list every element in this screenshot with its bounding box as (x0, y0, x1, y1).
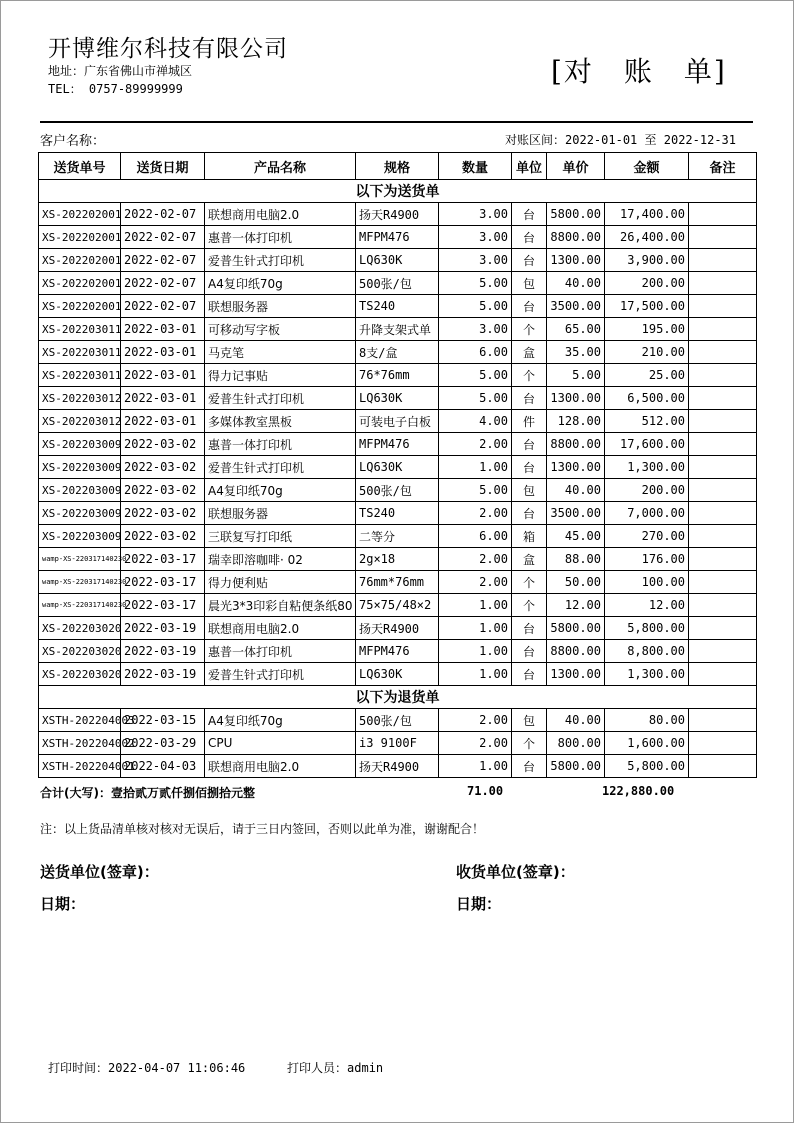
row-spec: 扬天R4900 (356, 203, 439, 226)
row-price: 5.00 (547, 364, 605, 387)
row-spec: i3 9100F (356, 732, 439, 755)
row-date: 2022-03-01 (121, 341, 205, 364)
row-date: 2022-03-19 (121, 663, 205, 686)
row-no: XS-202203009 (39, 479, 121, 502)
row-qty: 4.00 (439, 410, 512, 433)
row-no: XS-202203009 (39, 502, 121, 525)
row-remark (689, 387, 757, 410)
row-date: 2022-03-01 (121, 318, 205, 341)
row-remark (689, 755, 757, 778)
row-remark (689, 548, 757, 571)
row-amount: 17,600.00 (605, 433, 689, 456)
row-product: A4复印纸70g (205, 709, 356, 732)
row-unit: 盒 (512, 548, 547, 571)
row-qty: 3.00 (439, 203, 512, 226)
row-remark (689, 502, 757, 525)
row-product: 马克笔 (205, 341, 356, 364)
table-row (39, 433, 757, 456)
row-product: A4复印纸70g (205, 479, 356, 502)
row-date: 2022-02-07 (121, 249, 205, 272)
table-row (39, 755, 757, 778)
row-spec: LQ630K (356, 387, 439, 410)
row-qty: 6.00 (439, 525, 512, 548)
customer-name (40, 130, 105, 149)
col-header-spec: 规格 (356, 153, 439, 180)
row-date: 2022-02-07 (121, 295, 205, 318)
row-spec: 扬天R4900 (356, 755, 439, 778)
table-row (39, 548, 757, 571)
row-price: 1300.00 (547, 663, 605, 686)
row-spec: 76*76mm (356, 364, 439, 387)
row-date: 2022-02-07 (121, 226, 205, 249)
row-unit: 台 (512, 502, 547, 525)
row-qty: 5.00 (439, 479, 512, 502)
row-remark (689, 709, 757, 732)
row-spec: 76mm*76mm (356, 571, 439, 594)
row-date: 2022-03-01 (121, 387, 205, 410)
delivery-section-label: 以下为送货单 (39, 180, 757, 203)
col-header-product: 产品名称 (205, 153, 356, 180)
row-qty: 3.00 (439, 318, 512, 341)
row-no: XS-202203009 (39, 433, 121, 456)
row-remark (689, 617, 757, 640)
row-product: 惠普一体打印机 (205, 226, 356, 249)
table-row (39, 249, 757, 272)
row-no: XS-202203020 (39, 617, 121, 640)
table-row (39, 617, 757, 640)
row-qty: 1.00 (439, 594, 512, 617)
row-remark (689, 663, 757, 686)
row-unit: 个 (512, 594, 547, 617)
row-no: XS-202203020 (39, 640, 121, 663)
row-no: XS-202202001 (39, 249, 121, 272)
row-unit: 个 (512, 364, 547, 387)
table-row (39, 571, 757, 594)
row-amount: 3,900.00 (605, 249, 689, 272)
header-rule (40, 121, 753, 123)
row-price: 8800.00 (547, 433, 605, 456)
period-sep: 至 (644, 133, 657, 147)
row-amount: 26,400.00 (605, 226, 689, 249)
return-section-row (39, 686, 757, 709)
period-label: 对账区间： (505, 133, 566, 147)
row-unit: 箱 (512, 525, 547, 548)
row-price: 88.00 (547, 548, 605, 571)
col-header-price: 单价 (547, 153, 605, 180)
print-time-label: 打印时间： (48, 1061, 109, 1075)
row-product: 联想服务器 (205, 502, 356, 525)
row-date: 2022-03-01 (121, 364, 205, 387)
row-product: 可移动写字板 (205, 318, 356, 341)
row-price: 40.00 (547, 479, 605, 502)
row-price: 3500.00 (547, 502, 605, 525)
row-remark (689, 272, 757, 295)
row-remark (689, 410, 757, 433)
row-amount: 25.00 (605, 364, 689, 387)
row-amount: 5,800.00 (605, 617, 689, 640)
row-no: wamp-XS-220317140230 (39, 548, 121, 571)
row-amount: 6,500.00 (605, 387, 689, 410)
row-date: 2022-03-02 (121, 502, 205, 525)
company-address (48, 62, 192, 79)
row-amount: 1,600.00 (605, 732, 689, 755)
row-date: 2022-03-19 (121, 617, 205, 640)
row-price: 1300.00 (547, 249, 605, 272)
row-no: wamp-XS-220317140230 (39, 594, 121, 617)
row-date: 2022-03-29 (121, 732, 205, 755)
row-qty: 1.00 (439, 640, 512, 663)
row-amount: 200.00 (605, 479, 689, 502)
row-amount: 195.00 (605, 318, 689, 341)
row-spec: TS240 (356, 295, 439, 318)
row-amount: 176.00 (605, 548, 689, 571)
row-product: 爱普生针式打印机 (205, 249, 356, 272)
table-header-row (39, 153, 757, 180)
statement-table (38, 152, 757, 778)
row-qty: 2.00 (439, 433, 512, 456)
row-product: 瑞幸即溶咖啡· 02 (205, 548, 356, 571)
row-amount: 1,300.00 (605, 456, 689, 479)
row-unit: 包 (512, 709, 547, 732)
row-remark (689, 341, 757, 364)
row-product: CPU (205, 732, 356, 755)
row-unit: 台 (512, 249, 547, 272)
table-row (39, 272, 757, 295)
row-price: 8800.00 (547, 640, 605, 663)
row-unit: 件 (512, 410, 547, 433)
print-time-value: 2022-04-07 11:06:46 (108, 1061, 246, 1075)
table-row (39, 525, 757, 548)
row-product: A4复印纸70g (205, 272, 356, 295)
row-spec: TS240 (356, 502, 439, 525)
table-row (39, 341, 757, 364)
row-spec: 2g×18 (356, 548, 439, 571)
address-label: 地址： (48, 64, 85, 78)
row-unit: 台 (512, 203, 547, 226)
row-spec: 升降支架式单 (356, 318, 439, 341)
row-qty: 1.00 (439, 456, 512, 479)
row-price: 1300.00 (547, 387, 605, 410)
row-date: 2022-02-07 (121, 203, 205, 226)
col-header-qty: 数量 (439, 153, 512, 180)
row-remark (689, 433, 757, 456)
row-remark (689, 249, 757, 272)
row-qty: 5.00 (439, 364, 512, 387)
row-qty: 2.00 (439, 709, 512, 732)
receiver-date: 日期： (456, 895, 502, 913)
row-no: XS-202202001 (39, 272, 121, 295)
col-header-remark: 备注 (689, 153, 757, 180)
row-unit: 台 (512, 456, 547, 479)
row-product: 爱普生针式打印机 (205, 387, 356, 410)
row-unit: 台 (512, 387, 547, 410)
row-qty: 1.00 (439, 755, 512, 778)
table-row (39, 410, 757, 433)
row-amount: 80.00 (605, 709, 689, 732)
row-qty: 6.00 (439, 341, 512, 364)
row-no: XS-202203009 (39, 456, 121, 479)
col-header-unit: 单位 (512, 153, 547, 180)
row-remark (689, 525, 757, 548)
total-amount: 122,880.00 (602, 784, 675, 798)
row-no: XS-202202001 (39, 226, 121, 249)
row-no: XSTH-202204003 (39, 709, 121, 732)
row-amount: 17,500.00 (605, 295, 689, 318)
row-qty: 5.00 (439, 387, 512, 410)
row-product: 晨光3*3印彩自粘便条纸80 (205, 594, 356, 617)
row-price: 128.00 (547, 410, 605, 433)
col-header-date: 送货日期 (121, 153, 205, 180)
row-amount: 512.00 (605, 410, 689, 433)
row-spec: 75×75/48×2 (356, 594, 439, 617)
row-date: 2022-03-17 (121, 548, 205, 571)
row-unit: 台 (512, 663, 547, 686)
row-qty: 3.00 (439, 226, 512, 249)
table-row (39, 709, 757, 732)
row-date: 2022-03-02 (121, 456, 205, 479)
row-qty: 1.00 (439, 617, 512, 640)
row-spec: 500张/包 (356, 709, 439, 732)
print-time (48, 1059, 245, 1076)
row-spec: MFPM476 (356, 640, 439, 663)
row-remark (689, 364, 757, 387)
row-price: 40.00 (547, 272, 605, 295)
row-price: 8800.00 (547, 226, 605, 249)
row-product: 得力便利贴 (205, 571, 356, 594)
row-remark (689, 732, 757, 755)
row-unit: 台 (512, 755, 547, 778)
row-price: 35.00 (547, 341, 605, 364)
tel-label: TEL： (48, 82, 82, 96)
row-qty: 3.00 (439, 249, 512, 272)
customer-label: 客户名称： (40, 134, 106, 149)
row-price: 5800.00 (547, 203, 605, 226)
row-qty: 1.00 (439, 663, 512, 686)
row-date: 2022-04-03 (121, 755, 205, 778)
row-amount: 200.00 (605, 272, 689, 295)
row-product: 爱普生针式打印机 (205, 456, 356, 479)
period-start: 2022-01-01 (565, 133, 638, 147)
row-remark (689, 318, 757, 341)
table-row (39, 318, 757, 341)
row-qty: 2.00 (439, 732, 512, 755)
row-unit: 个 (512, 571, 547, 594)
tel-value: 0757-89999999 (88, 82, 183, 96)
sender-date: 日期： (40, 895, 86, 913)
table-row (39, 226, 757, 249)
row-amount: 12.00 (605, 594, 689, 617)
row-amount: 7,000.00 (605, 502, 689, 525)
row-price: 65.00 (547, 318, 605, 341)
row-amount: 210.00 (605, 341, 689, 364)
address-value: 广东省佛山市禅城区 (84, 64, 193, 78)
document-title: [对 账 单] (551, 55, 727, 88)
row-date: 2022-03-02 (121, 479, 205, 502)
table-row (39, 203, 757, 226)
row-remark (689, 640, 757, 663)
row-qty: 5.00 (439, 295, 512, 318)
row-product: 惠普一体打印机 (205, 640, 356, 663)
row-product: 三联复写打印纸 (205, 525, 356, 548)
table-row (39, 364, 757, 387)
row-amount: 270.00 (605, 525, 689, 548)
row-unit: 盒 (512, 341, 547, 364)
row-price: 3500.00 (547, 295, 605, 318)
row-remark (689, 571, 757, 594)
table-row (39, 594, 757, 617)
row-remark (689, 295, 757, 318)
row-remark (689, 203, 757, 226)
row-remark (689, 479, 757, 502)
footnote: 注：以上货品清单核对核对无误后，请于三日内签回，否则以此单为准，谢谢配合！ (40, 822, 485, 836)
row-unit: 个 (512, 318, 547, 341)
row-price: 800.00 (547, 732, 605, 755)
company-tel (48, 80, 183, 97)
row-qty: 5.00 (439, 272, 512, 295)
company-name: 开博维尔科技有限公司 (48, 36, 288, 62)
row-no: wamp-XS-220317140230 (39, 571, 121, 594)
row-remark (689, 456, 757, 479)
row-no: XS-202202001 (39, 295, 121, 318)
row-spec: 500张/包 (356, 479, 439, 502)
row-no: XS-202203011 (39, 318, 121, 341)
row-price: 45.00 (547, 525, 605, 548)
total-qty: 71.00 (467, 784, 504, 798)
row-amount: 100.00 (605, 571, 689, 594)
row-no: XSTH-202204001 (39, 755, 121, 778)
row-spec: 二等分 (356, 525, 439, 548)
receiver-signature: 收货单位(签章)： (456, 863, 575, 881)
row-unit: 台 (512, 295, 547, 318)
row-price: 12.00 (547, 594, 605, 617)
printer-label: 打印人员： (287, 1061, 348, 1075)
row-date: 2022-03-02 (121, 525, 205, 548)
row-amount: 5,800.00 (605, 755, 689, 778)
col-header-no: 送货单号 (39, 153, 121, 180)
row-date: 2022-03-17 (121, 594, 205, 617)
table-row (39, 456, 757, 479)
row-amount: 17,400.00 (605, 203, 689, 226)
table-row (39, 502, 757, 525)
row-date: 2022-03-19 (121, 640, 205, 663)
row-no: XS-202202001 (39, 203, 121, 226)
delivery-section-row (39, 180, 757, 203)
period-end: 2022-12-31 (663, 133, 736, 147)
row-date: 2022-03-15 (121, 709, 205, 732)
printer (287, 1059, 383, 1076)
row-no: XS-202203009 (39, 525, 121, 548)
row-unit: 台 (512, 640, 547, 663)
table-row (39, 479, 757, 502)
table-row (39, 295, 757, 318)
row-spec: MFPM476 (356, 226, 439, 249)
row-date: 2022-02-07 (121, 272, 205, 295)
row-price: 5800.00 (547, 617, 605, 640)
row-price: 1300.00 (547, 456, 605, 479)
row-spec: 500张/包 (356, 272, 439, 295)
row-spec: 扬天R4900 (356, 617, 439, 640)
row-qty: 2.00 (439, 548, 512, 571)
row-product: 联想商用电脑2.0 (205, 755, 356, 778)
row-no: XSTH-202204002 (39, 732, 121, 755)
row-spec: 8支/盒 (356, 341, 439, 364)
row-product: 多媒体教室黑板 (205, 410, 356, 433)
sender-signature: 送货单位(签章)： (40, 863, 159, 881)
row-spec: LQ630K (356, 663, 439, 686)
row-unit: 台 (512, 617, 547, 640)
row-product: 惠普一体打印机 (205, 433, 356, 456)
row-price: 5800.00 (547, 755, 605, 778)
row-spec: 可装电子白板 (356, 410, 439, 433)
row-no: XS-202203012 (39, 410, 121, 433)
row-no: XS-202203011 (39, 364, 121, 387)
row-remark (689, 226, 757, 249)
row-spec: LQ630K (356, 456, 439, 479)
row-remark (689, 594, 757, 617)
table-row (39, 732, 757, 755)
row-product: 联想商用电脑2.0 (205, 203, 356, 226)
row-no: XS-202203011 (39, 341, 121, 364)
col-header-amount: 金额 (605, 153, 689, 180)
row-date: 2022-03-02 (121, 433, 205, 456)
return-section-label: 以下为退货单 (39, 686, 757, 709)
row-unit: 包 (512, 479, 547, 502)
row-price: 50.00 (547, 571, 605, 594)
printer-value: admin (347, 1061, 384, 1075)
row-date: 2022-03-01 (121, 410, 205, 433)
row-date: 2022-03-17 (121, 571, 205, 594)
row-unit: 包 (512, 272, 547, 295)
row-amount: 8,800.00 (605, 640, 689, 663)
row-spec: LQ630K (356, 249, 439, 272)
row-price: 40.00 (547, 709, 605, 732)
row-product: 爱普生针式打印机 (205, 663, 356, 686)
row-product: 联想商用电脑2.0 (205, 617, 356, 640)
row-spec: MFPM476 (356, 433, 439, 456)
row-no: XS-202203012 (39, 387, 121, 410)
row-qty: 2.00 (439, 502, 512, 525)
row-qty: 2.00 (439, 571, 512, 594)
statement-period (505, 131, 736, 148)
row-unit: 台 (512, 226, 547, 249)
total-label: 合计(大写)：壹拾贰万贰仟捌佰捌拾元整 (40, 786, 255, 800)
table-row (39, 663, 757, 686)
row-unit: 台 (512, 433, 547, 456)
row-product: 得力记事贴 (205, 364, 356, 387)
row-product: 联想服务器 (205, 295, 356, 318)
row-unit: 个 (512, 732, 547, 755)
row-no: XS-202203020 (39, 663, 121, 686)
table-row (39, 640, 757, 663)
row-amount: 1,300.00 (605, 663, 689, 686)
table-row (39, 387, 757, 410)
